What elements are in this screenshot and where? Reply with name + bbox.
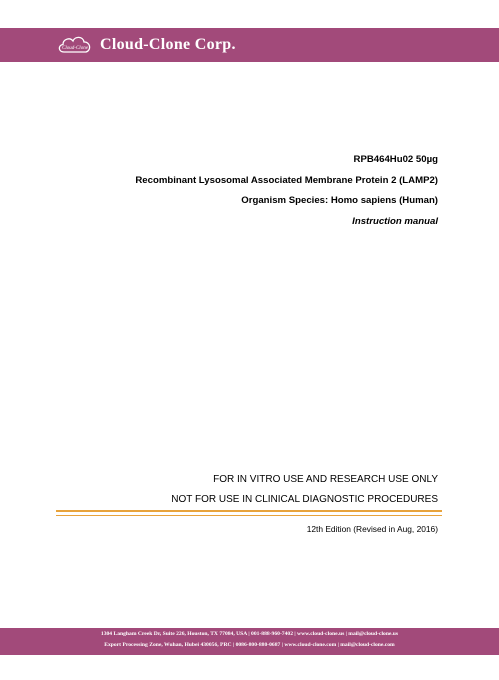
product-title-block bbox=[38, 150, 438, 232]
brand-name: Cloud-Clone Corp. bbox=[100, 36, 236, 53]
divider-thin bbox=[56, 515, 442, 516]
company-logo bbox=[56, 30, 236, 60]
footer-contact bbox=[0, 629, 499, 651]
cloud-logo-icon bbox=[56, 34, 94, 56]
organism-species: Organism Species: Homo sapiens (Human) bbox=[241, 195, 438, 206]
usage-notice bbox=[38, 470, 438, 510]
clinical-warning-line: NOT FOR USE IN CLINICAL DIAGNOSTIC PROCEDURES bbox=[171, 494, 438, 505]
footer-us-address: 1304 Langham Creek Dr, Suite 226, Houston, TX 77084, USA | 001-888-960-7402 | www.cloud-clone.us | mail@cloud-clone.us bbox=[100, 631, 399, 637]
footer-cn-address: Export Processing Zone, Wuhan, Hubei 430056, PRC | 0086-800-880-0687 | www.cloud-clone.com | mail@cloud-clone.com bbox=[104, 642, 395, 648]
research-use-line: FOR IN VITRO USE AND RESEARCH USE ONLY bbox=[213, 474, 438, 485]
product-code: RPB464Hu02 50µg bbox=[353, 154, 438, 165]
edition-note: 12th Edition (Revised in Aug, 2016) bbox=[306, 524, 438, 534]
divider-thick bbox=[56, 510, 442, 512]
logo-script-text: Cloud-Clone bbox=[62, 46, 88, 51]
document-type: Instruction manual bbox=[352, 215, 438, 227]
product-name: Recombinant Lysosomal Associated Membrane Protein 2 (LAMP2) bbox=[135, 174, 438, 186]
